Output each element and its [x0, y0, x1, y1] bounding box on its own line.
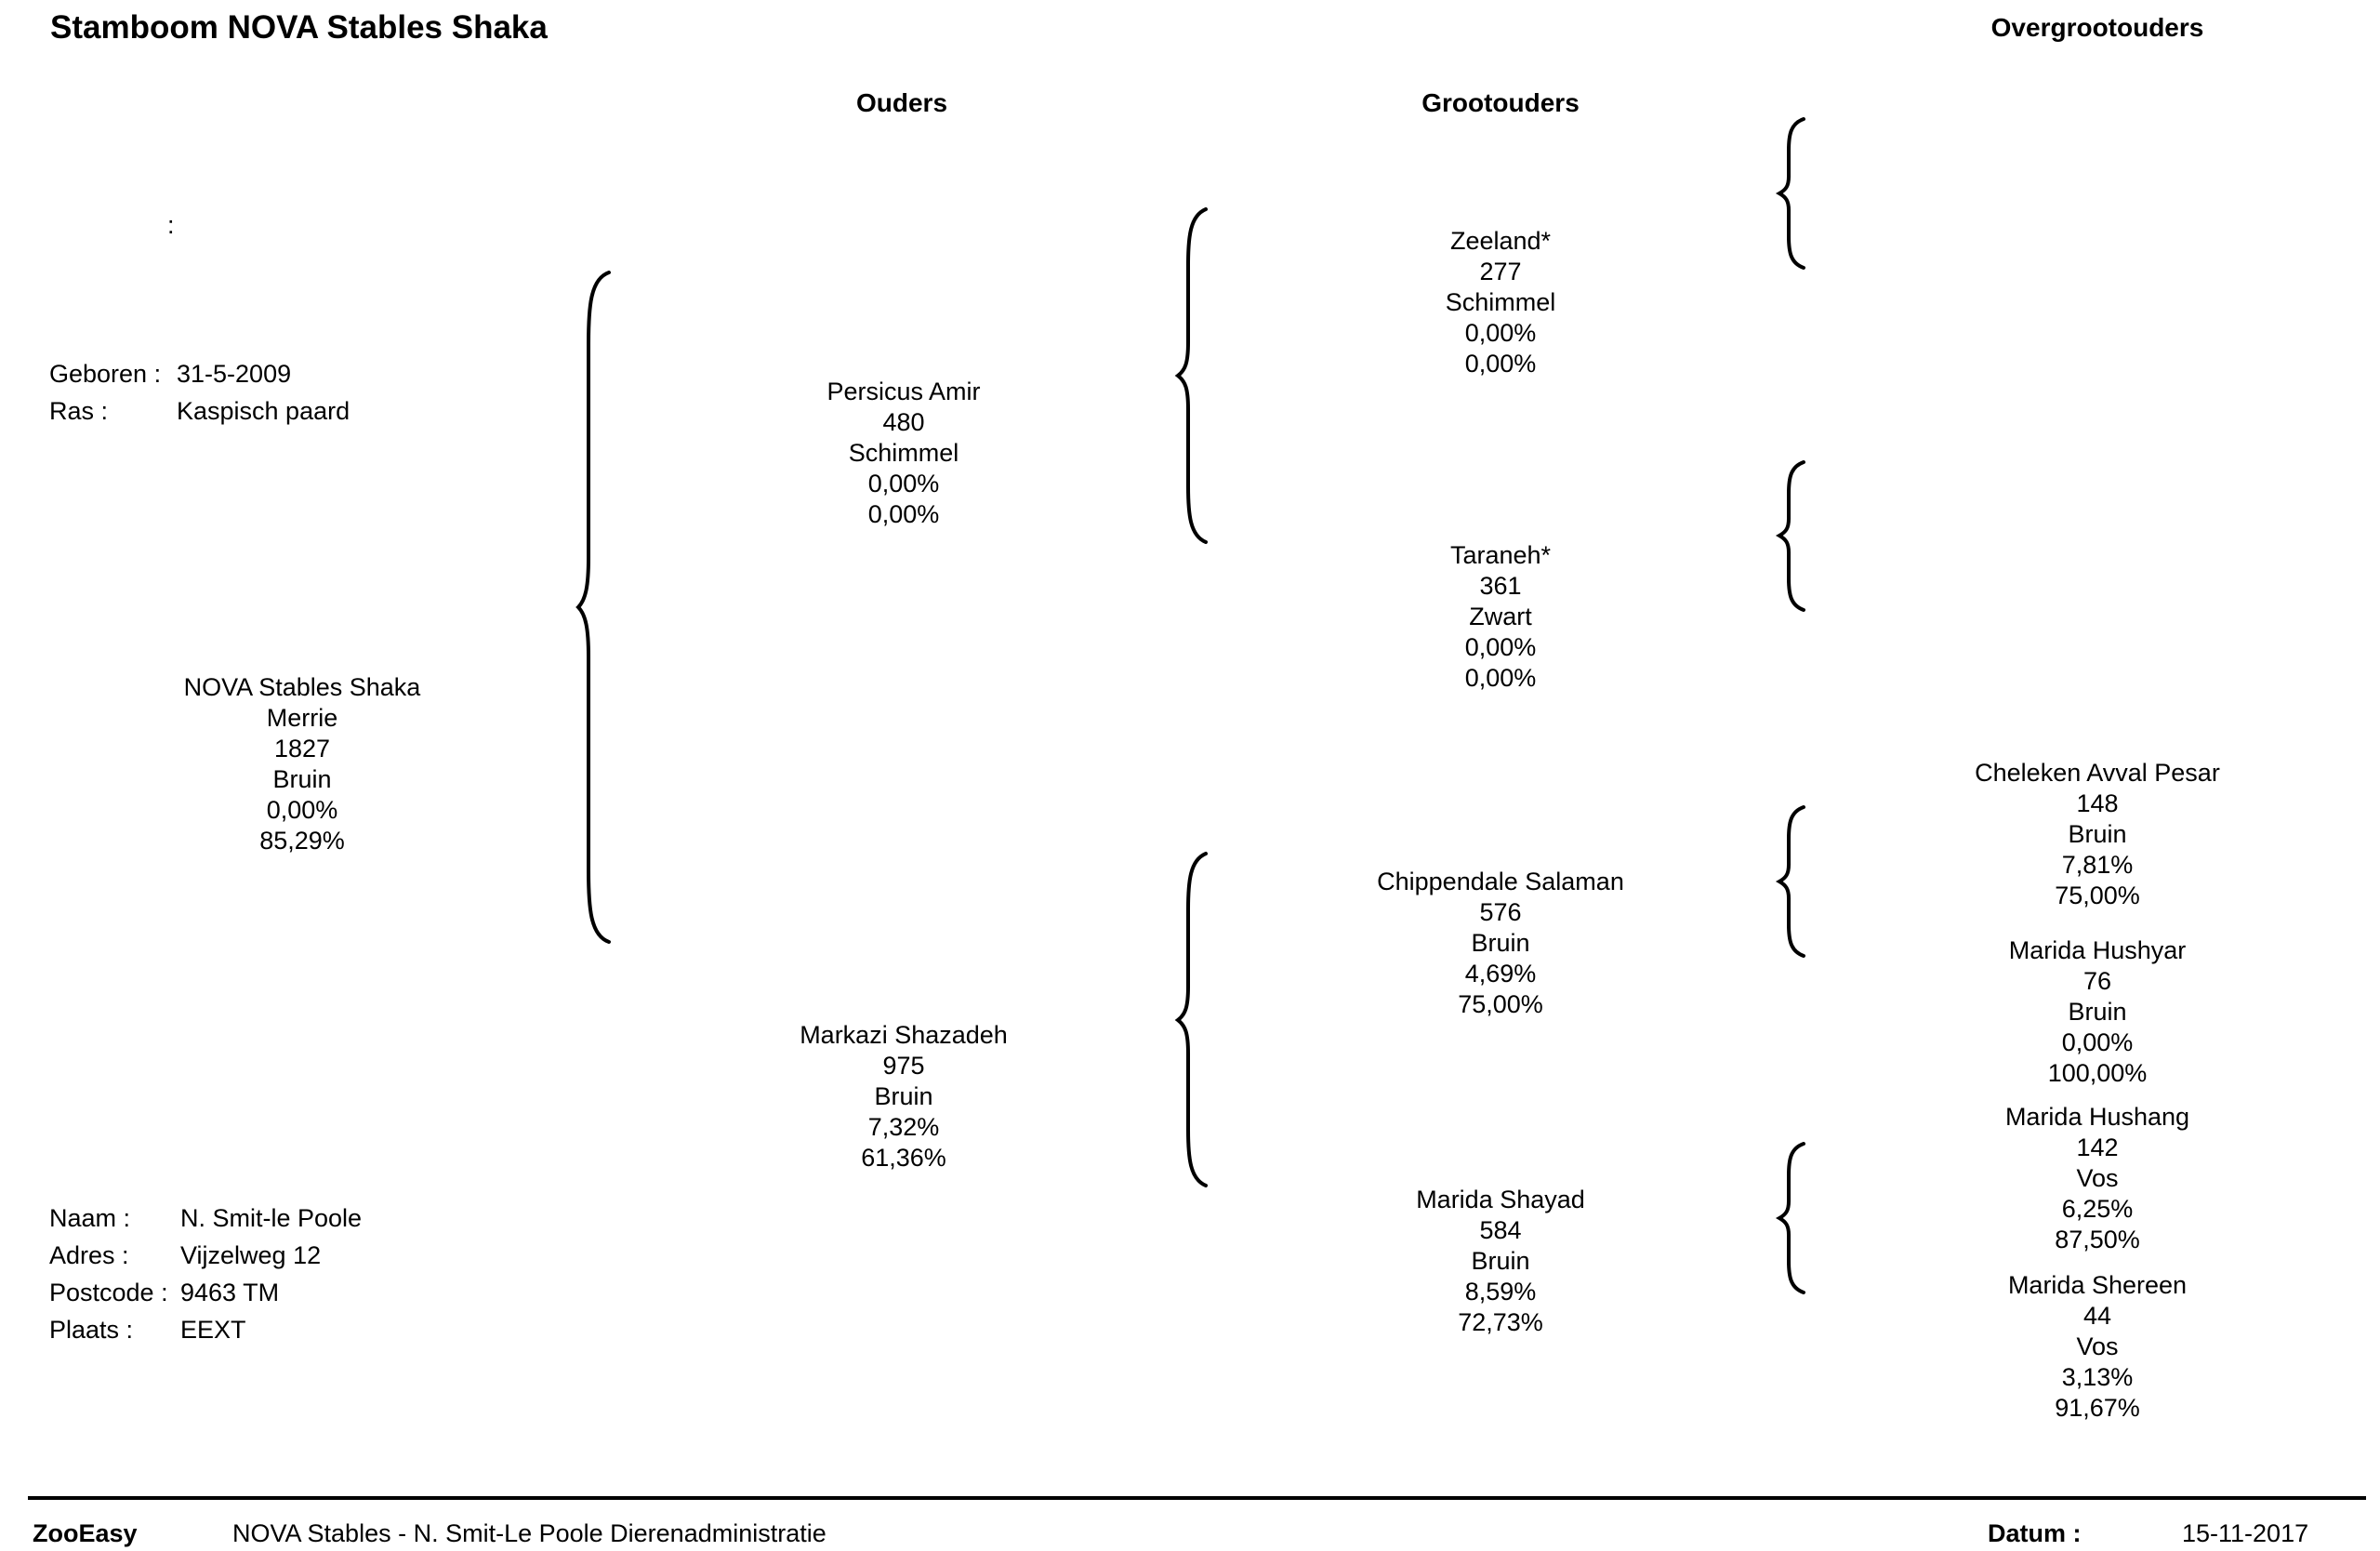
grandparent-pct1: 0,00% — [1464, 633, 1537, 661]
parent-name: Persicus Amir — [826, 378, 981, 405]
grandparent-name: Marida Shayad — [1416, 1186, 1585, 1213]
brace-gp-3 — [1779, 807, 1804, 956]
page-title: Stamboom NOVA Stables Shaka — [50, 9, 548, 46]
animal-name: NOVA Stables Shaka — [183, 673, 421, 701]
geboren-label: Geboren : — [49, 360, 162, 388]
great-grandparent-pct2: 91,67% — [2055, 1394, 2140, 1422]
postcode-label: Postcode : — [49, 1279, 168, 1306]
great-grandparent-color: Bruin — [2068, 820, 2127, 848]
grandparent-pct2: 72,73% — [1458, 1308, 1543, 1336]
grandparent-name: Zeeland* — [1449, 227, 1552, 255]
animal-color: Bruin — [272, 765, 332, 793]
great-grandparent-pct1: 3,13% — [2061, 1363, 2134, 1391]
great-grandparent-number: 142 — [2076, 1133, 2119, 1161]
great-grandparent-name: Cheleken Avval Pesar — [1975, 759, 2220, 787]
great-grandparent-pct2: 87,50% — [2055, 1226, 2140, 1253]
great-grandparent-name: Marida Shereen — [2007, 1271, 2188, 1299]
animal-pct1: 0,00% — [266, 796, 338, 824]
grandparent-pct1: 8,59% — [1464, 1278, 1537, 1306]
great-grandparent-number: 148 — [2076, 789, 2119, 817]
grandparent-pct1: 0,00% — [1464, 319, 1537, 347]
great-grandparent-pct2: 100,00% — [2047, 1059, 2148, 1087]
parent-number: 975 — [882, 1052, 925, 1080]
great-grandparent-name: Marida Hushyar — [2008, 936, 2187, 964]
grandparent-name: Chippendale Salaman — [1377, 868, 1624, 895]
brace-sire — [1178, 209, 1206, 542]
parent-color: Schimmel — [848, 439, 959, 467]
parent-color: Bruin — [874, 1082, 933, 1110]
grandparent-name: Taraneh* — [1449, 541, 1552, 569]
great-grandparent-color: Bruin — [2068, 998, 2127, 1026]
great-grandparent-pct2: 75,00% — [2055, 882, 2140, 909]
naam-value: N. Smit-le Poole — [180, 1204, 363, 1232]
parent-number: 480 — [882, 408, 925, 436]
adres-value: Vijzelweg 12 — [180, 1241, 322, 1269]
brace-gp-2 — [1779, 462, 1804, 610]
adres-label: Adres : — [49, 1241, 129, 1269]
great-grandparent-number: 44 — [2082, 1302, 2112, 1330]
parent-pct2: 0,00% — [867, 500, 940, 528]
ras-value: Kaspisch paard — [177, 397, 350, 425]
header-grootouders: Grootouders — [1421, 88, 1580, 117]
parent-pct1: 7,32% — [867, 1113, 940, 1141]
animal-sex: Merrie — [266, 704, 338, 732]
grandparent-color: Bruin — [1471, 1247, 1530, 1275]
great-grandparent-pct1: 6,25% — [2061, 1195, 2134, 1223]
footer-datum-value: 15-11-2017 — [2182, 1519, 2309, 1547]
grandparent-pct2: 0,00% — [1464, 350, 1537, 378]
parent-name: Markazi Shazadeh — [800, 1021, 1008, 1049]
grandparent-number: 361 — [1479, 572, 1522, 600]
footer-datum-label: Datum : — [1988, 1519, 2082, 1547]
header-overgrootouders: Overgrootouders — [1990, 13, 2204, 42]
grandparent-number: 277 — [1479, 258, 1522, 285]
great-grandparent-color: Vos — [2076, 1332, 2119, 1360]
grandparent-pct2: 0,00% — [1464, 664, 1537, 692]
plaats-label: Plaats : — [49, 1316, 134, 1344]
great-grandparent-number: 76 — [2082, 967, 2112, 995]
geboren-value: 31-5-2009 — [177, 360, 292, 388]
grandparent-color: Zwart — [1469, 603, 1532, 630]
grandparent-number: 576 — [1479, 898, 1522, 926]
grandparent-color: Schimmel — [1445, 288, 1556, 316]
parent-pct2: 61,36% — [861, 1144, 946, 1172]
parent-pct1: 0,00% — [867, 470, 940, 497]
footer-brand: ZooEasy — [33, 1519, 138, 1547]
great-grandparent-pct1: 7,81% — [2061, 851, 2134, 879]
brace-main — [578, 272, 609, 942]
ras-label: Ras : — [49, 397, 109, 425]
empty-label-colon: : — [167, 211, 175, 239]
footer-org: NOVA Stables - N. Smit-Le Poole Dierenadministratie — [232, 1519, 826, 1547]
header-ouders: Ouders — [855, 88, 948, 117]
grandparent-pct2: 75,00% — [1458, 990, 1543, 1018]
grandparent-number: 584 — [1479, 1216, 1522, 1244]
plaats-value: EEXT — [180, 1316, 246, 1344]
grandparent-pct1: 4,69% — [1464, 960, 1537, 988]
grandparent-color: Bruin — [1471, 929, 1530, 957]
postcode-value: 9463 TM — [180, 1279, 280, 1306]
great-grandparent-pct1: 0,00% — [2061, 1028, 2134, 1056]
great-grandparent-color: Vos — [2076, 1164, 2119, 1192]
animal-pct2: 85,29% — [259, 827, 345, 855]
naam-label: Naam : — [49, 1204, 131, 1232]
brace-gp-4 — [1779, 1144, 1804, 1292]
brace-gp-1 — [1779, 119, 1804, 268]
brace-dam — [1178, 854, 1206, 1186]
animal-number: 1827 — [273, 735, 331, 762]
great-grandparent-name: Marida Hushang — [2004, 1103, 2190, 1131]
